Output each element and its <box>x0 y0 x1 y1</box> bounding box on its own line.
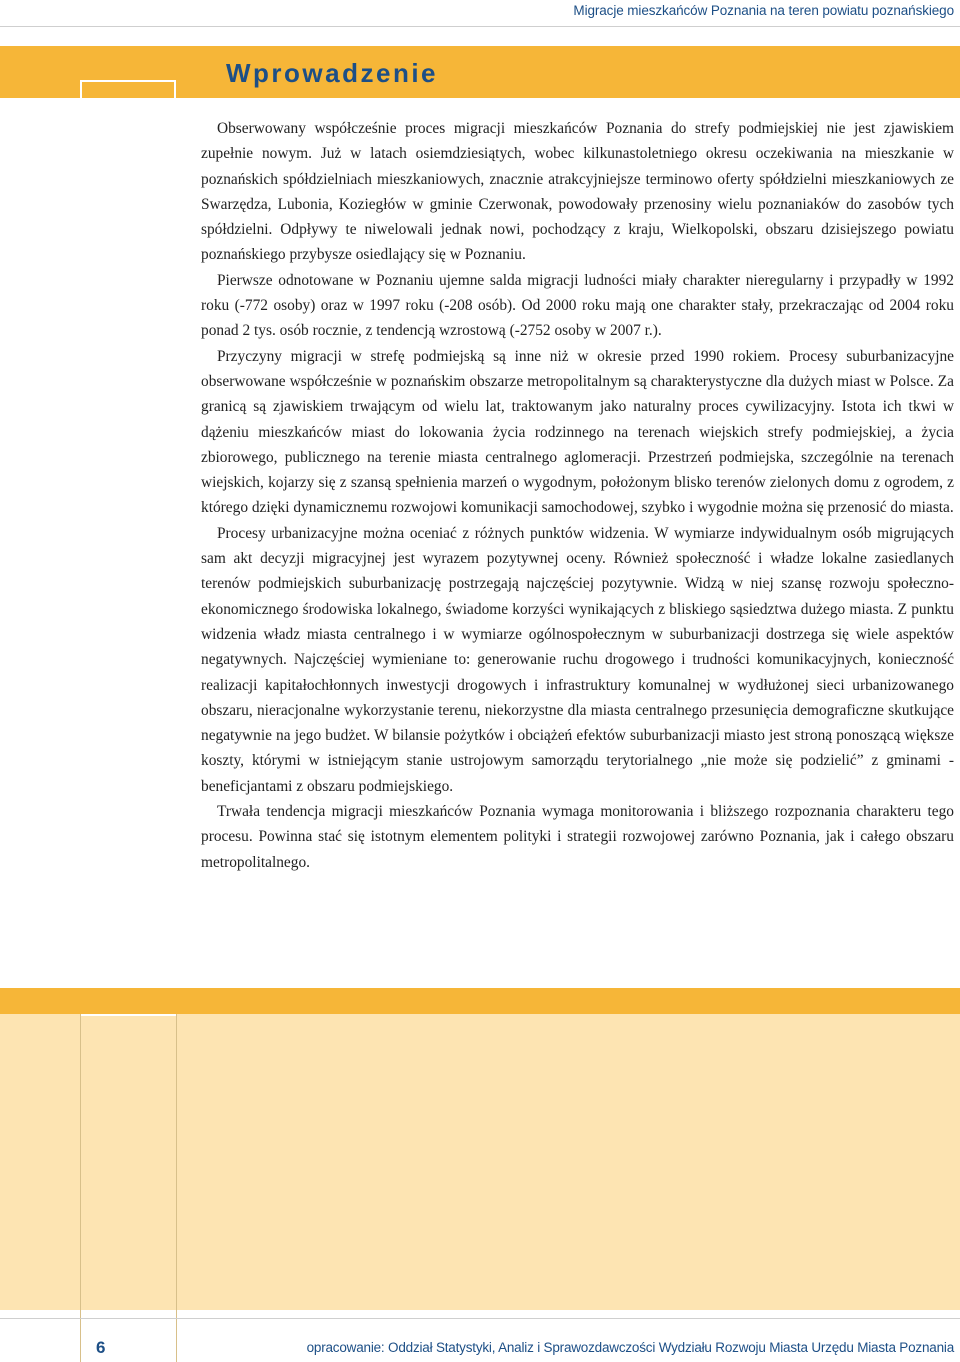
footer-credit: opracowanie: Oddział Statystyki, Analiz i Sprawozdawczości Wydziału Rozwoju Miasta Urzędu Miasta Poznania <box>306 1340 954 1355</box>
paragraph: Procesy urbanizacyjne można oceniać z różnych punktów widzenia. W wymiarze indywidualnym osób migrujących sam akt decyzji migracyjnej jest wyrazem pozytywnej oceny. Również społeczność i władze lokalne zasiedlanych terenów podmiejskich suburbanizację postrzegają najczęściej pozytywnie. Widzą w niej szansę rozwoju społeczno-ekonomicznego środowiska lokalnego, świadome korzyści wynikających z bliskiego sąsiedztwa dużego miasta. Z punktu widzenia władz miasta centralnego i w wymiarze ogólnospołecznym w suburbanizacji dostrzega się wiele aspektów negatywnych. Najczęściej wymieniane to: generowanie ruchu drogowego i trudności komunikacyjnych, konieczność realizacji kapitałochłonnych inwestycji drogowych i infrastruktury komunalnej w wydłużonej sieci urbanizowanego obszaru, nieracjonalne wykorzystanie terenu, niekorzystne dla miasta centralnego przesunięcia demograficzne skutkujące negatywnie na jego budżet. W bilansie pożytków i obciążeń efektów suburbanizacji miasto jest stroną ponoszącą większe koszty, którymi w istniejącym stanie ustrojowym samorządu terytorialnego „nie może się podzielić” z gminami - beneficjantami z obszaru podmiejskiego. <box>201 524 954 795</box>
footer-guide-right <box>176 1014 177 1362</box>
running-header: Migracje mieszkańców Poznania na teren powiatu poznańskiego <box>573 3 954 18</box>
footer-guide-left <box>80 1014 81 1362</box>
header-divider <box>0 26 960 27</box>
title-band-inset <box>80 80 176 98</box>
paragraph: Pierwsze odnotowane w Poznaniu ujemne salda migracji ludności miały charakter nieregularny i przypadły w 1992 roku (-772 osoby) oraz w 1997 roku (-208 osób). Od 2000 roku mają one charakter stały, przekraczając od 2004 roku ponad 2 tys. osób rocznie, z tendencją wzrostową (-2752 osoby w 2007 r.). <box>201 271 954 340</box>
paragraph: Obserwowany współcześnie proces migracji mieszkańców Poznania do strefy podmiejskiej nie jest zjawiskiem zupełnie nowym. Już w latach osiemdziesiątych, wobec kilkunastoletniego okresu oczekiwania na mieszkanie w poznańskich spółdzielniach mieszkaniowych, znacznie atrakcyjniejsze terminowo oferty spółdzielni mieszkaniowych ze Swarzędza, Lubonia, Koziegłów w gminie Czerwonak, powodowały przenosiny wielu poznaniaków do zasobów tych spółdzielni. Odpływy te niwelowali jednak nowi, pochodzący z kraju, Wielkopolski, obszaru dzisiejszego powiatu poznańskiego przybysze osiedlający się w Poznaniu. <box>201 120 954 264</box>
page-number: 6 <box>96 1338 106 1357</box>
bottom-panel <box>0 1014 960 1310</box>
section-title: Wprowadzenie <box>226 58 439 88</box>
bottom-band <box>0 988 960 1014</box>
panel-divider <box>80 1014 176 1016</box>
paragraph: Trwała tendencja migracji mieszkańców Poznania wymaga monitorowania i bliższego rozpoznania charakteru tego procesu. Powinna stać się istotnym elementem polityki i strategii rozwojowej zarówno Poznania, jak i całego obszaru metropolitalnego. <box>201 803 954 871</box>
paragraph: Przyczyny migracji w strefę podmiejską są inne niż w okresie przed 1990 rokiem. Procesy suburbanizacyjne obserwowane współcześnie w poznańskim obszarze metropolitalnym są charakterystyczne dla dużych miast w Polsce. Za granicą są zjawiskiem trwającym od wielu lat, traktowanym jako naturalny proces cywilizacyjny. Istota ich tkwi w dążeniu mieszkańców miast do lokowania życia rodzinnego na terenach wiejskich strefy podmiejskiej, a życia zbiorowego, publicznego na terenie miasta centralnego aglomeracji. Przestrzeń podmiejska, szczególnie na terenach wiejskich, kojarzy się z szansą spełnienia marzeń o wygodnym, położonym blisko terenów zielonych domu z ogrodem, z którego dzięki dynamicznemu rozwojowi komunikacji samochodowej, szybko i wygodnie można się przenosić do miasta. <box>201 347 954 517</box>
body-text <box>201 116 954 875</box>
footer-divider <box>0 1318 960 1319</box>
